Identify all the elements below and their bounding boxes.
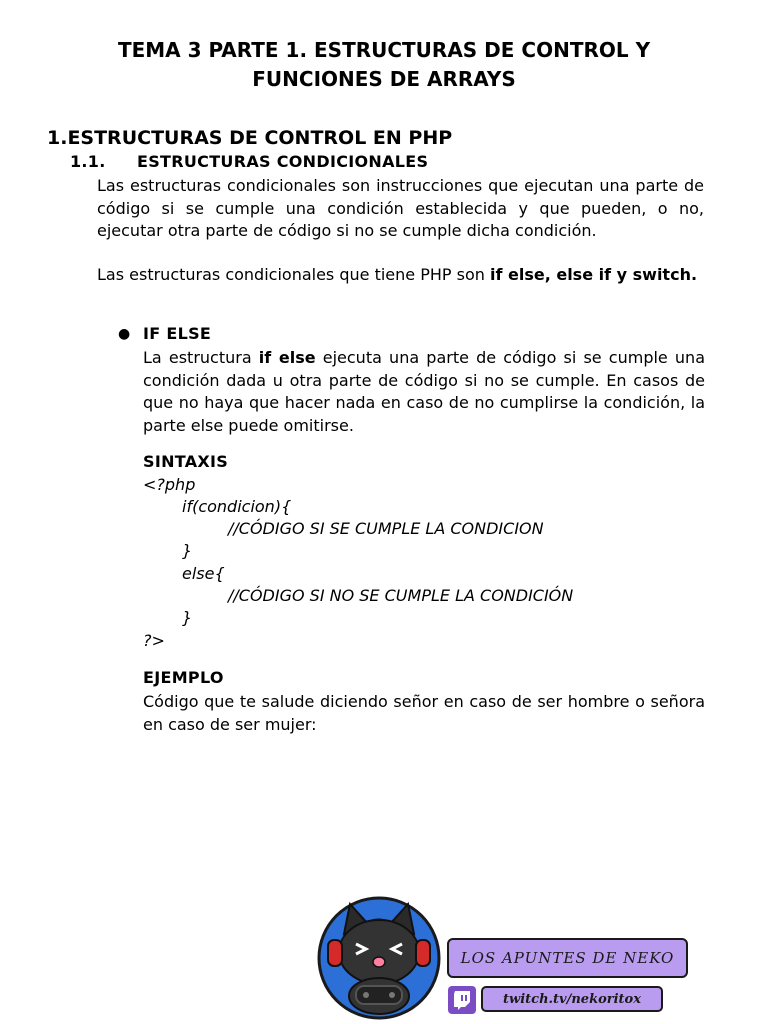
code-line-1: <?php xyxy=(143,475,196,494)
code-line-4: } xyxy=(182,541,193,560)
twitch-glyph-icon xyxy=(453,990,471,1010)
code-line-5: else{ xyxy=(182,564,225,583)
twitch-icon xyxy=(448,986,476,1014)
desc-rest: ejecuta una parte de código si se cumple una condición dada u otra parte de código si no se cumple. En casos de que no haya que hacer nada en caso de no cumplirse la condición, la parte else puede omitirse. xyxy=(143,348,706,435)
if-else-title: IF ELSE xyxy=(143,324,212,343)
example-text: Código que te salude diciendo señor en caso de ser hombre o señora en caso de ser mujer: xyxy=(143,692,705,734)
desc-bold: if else xyxy=(258,348,316,367)
intro-paragraph-2 xyxy=(97,264,704,287)
code-line-3: //CÓDIGO SI SE CUMPLE LA CONDICION xyxy=(228,519,544,538)
subsection-title: ESTRUCTURAS CONDICIONALES xyxy=(137,152,429,171)
code-line-7: } xyxy=(182,608,193,627)
brand-banner: LOS APUNTES DE NEKO xyxy=(447,938,688,978)
desc-prefix: La estructura xyxy=(143,348,259,367)
subsection-number: 1.1. xyxy=(70,152,106,171)
intro-p2-text: Las estructuras condicionales que tiene PHP son xyxy=(97,265,490,284)
if-else-description xyxy=(143,347,705,437)
example-label: EJEMPLO xyxy=(143,668,224,687)
intro-p2-bold: if else, else if y switch. xyxy=(489,265,698,284)
document-title xyxy=(40,36,728,94)
intro-paragraph-1: Las estructuras condicionales son instrucciones que ejecutan una parte de código si se cumple una condición establecida y que pueden, o no, ejecutar otra parte de código si no se cumple dicha condición. xyxy=(97,176,704,240)
code-line-8: ?> xyxy=(143,631,165,650)
syntax-label: SINTAXIS xyxy=(143,452,229,471)
twitch-link[interactable]: twitch.tv/nekoritox xyxy=(481,986,663,1012)
cat-mascot-logo xyxy=(316,894,446,1020)
section-heading: 1.ESTRUCTURAS DE CONTROL EN PHP xyxy=(47,127,453,149)
title-line-1: TEMA 3 PARTE 1. ESTRUCTURAS DE CONTROL Y xyxy=(117,38,651,62)
bullet-icon: ● xyxy=(118,326,131,342)
title-line-2: FUNCIONES DE ARRAYS xyxy=(252,67,516,91)
code-line-2: if(condicion){ xyxy=(182,497,292,516)
code-line-6: //CÓDIGO SI NO SE CUMPLE LA CONDICIÓN xyxy=(228,586,574,605)
cat-mascot-icon xyxy=(316,894,446,1020)
subsection-heading xyxy=(70,152,428,171)
